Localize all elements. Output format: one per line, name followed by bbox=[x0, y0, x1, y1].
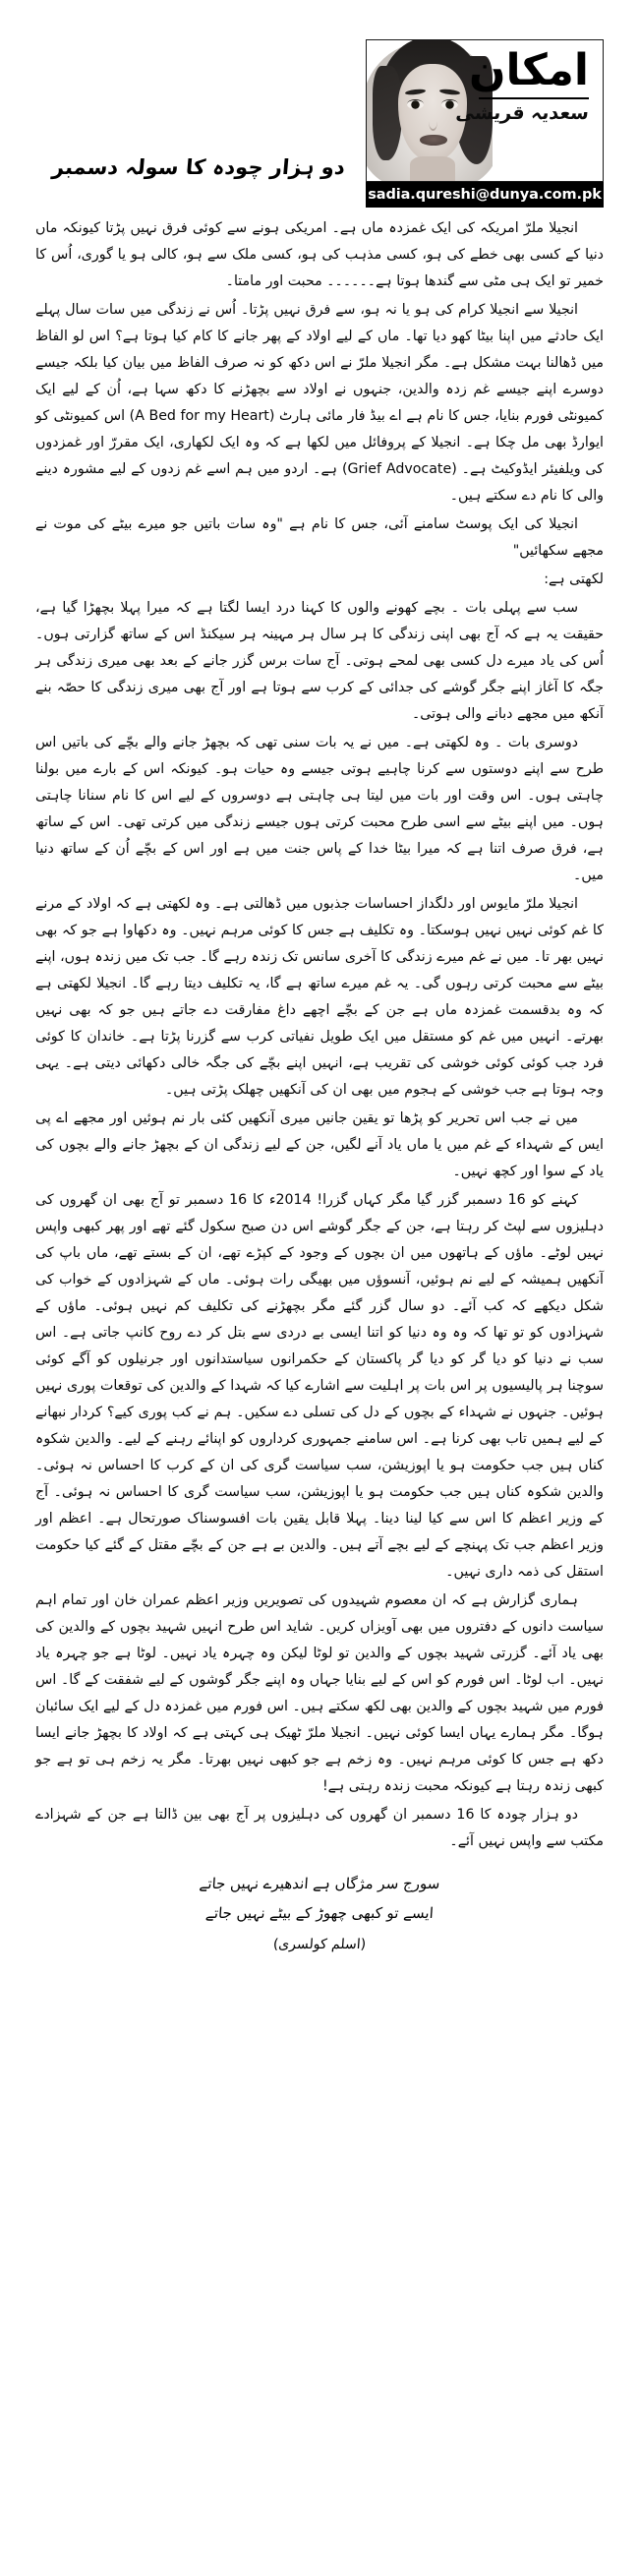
article-body bbox=[35, 215, 604, 1855]
author-email: sadia.qureshi@dunya.com.pk bbox=[368, 187, 602, 203]
verse-attribution: (اسلم کولسری) bbox=[272, 1937, 367, 1952]
portrait-nose bbox=[429, 111, 437, 131]
masthead-box bbox=[366, 39, 604, 182]
author-email-bar bbox=[366, 182, 604, 208]
article-paragraph bbox=[35, 297, 604, 509]
title-divider-rule bbox=[479, 97, 589, 99]
article-paragraph: ہماری گزارش ہے کہ ان معصوم شہیدوں کی تصویریں وزیر اعظم عمران خان اور تمام اہم سیاست دانوں کے دفتروں میں بھی آویزاں کریں۔ شاید اس طرح انہیں شہید بچوں کے والدین کی بھی یاد آئے۔ گزرتی شہید بچوں کے والدین تو لوٹا لیکن وہ چہرہ یاد نہیں۔ لوٹا ہے جو چہرہ یاد نہیں۔ اب لوٹا۔ اس فورم کو اس کے لیے بنایا جہاں وہ اپنے جگر گوشوں کے لیے شفقت کے گا۔ اس فورم میں شہید بچوں کے والدین بھی لکھ سکتے ہیں۔ اس فورم میں غمزدہ دل کے لیے ایک سائبان ہوگا۔ مگر ہمارے یہاں ایسا کوئی نہیں۔ انجیلا ملرّ ٹھیک ہی کہتی ہے کہ اولاد کا بچھڑ جانے ایسا دکھ ہے جس کا کوئی مرہم نہیں۔ وہ زخم ہے جو کبھی نہیں بھرتا۔ مگر یہ زخم ہی تو ہے جو کبھی زندہ رہتا ہے کیونکہ محبت زندہ رہتی ہے! bbox=[35, 1592, 604, 1794]
portrait-eye-right bbox=[441, 99, 458, 109]
article-paragraph: انجیلا ملرّ امریکہ کی ایک غمزدہ ماں ہے۔ امریکی ہونے سے کوئی فرق نہیں پڑتا کیونکہ ماں دنیا کے کسی بھی خطے کی ہو، کسی مذہب کی ہو، کسی ملک سے ہو، کالی ہو یا گوری، اُس کا خمیر تو ایک ہی مٹی سے گندھا ہوتا ہے۔۔۔۔۔۔ محبت اور مامتا۔ bbox=[35, 220, 604, 289]
author-name: سعدیہ قریشی bbox=[454, 102, 591, 125]
masthead-title-group bbox=[454, 45, 591, 125]
article-paragraph-lede: لکھتی ہے: bbox=[544, 571, 604, 587]
column-title: امکان bbox=[469, 45, 589, 95]
column-masthead bbox=[35, 39, 604, 211]
article-paragraph: دوسری بات ۔ وہ لکھتی ہے۔ میں نے یہ بات سنی تھی کہ بچھڑ جانے والے بچّے کی باتیں اس طرح سے اپنے دوستوں سے کرنا چاہیے ہوتی جیسے وہ حیات ہو۔ کیونکہ اس کے بارے میں بولنا چاہتی ہوں۔ اس وقت اور بات میں لیتا ہی چاہتی ہے دوسروں کے لیے اس کا نام سنانا چاہتی ہوں۔ میں اپنے بیٹے سے اسی طرح محبت کرتی ہوں جیسے زندگی میں کرتی تھی۔ اس کے ساتھ ہے، فرق صرف اتنا ہے کہ میرا بیٹا خدا کے پاس جنت میں ہے اور اس کے بچّے اُن کے ساتھ دنیا میں۔ bbox=[35, 735, 604, 883]
paragraph-text-part: انجیلا سے انجیلا کرام کی ہو یا نہ ہو، سے فرق نہیں پڑتا۔ اُس نے زندگی میں سات سال پہلے ایک حادثے میں اپنا بیٹا کھو دیا تھا۔ ماں کے لیے اولاد کے پھر جانے کا کام کیا ہوتا ہے؟ اس لو الفاظ میں ڈھالنا بہت مشکل ہے۔ مگر انجیلا ملرّ نے اس دکھ کو نہ صرف الفاظ میں بیان کیا بلکہ جیسے دوسرے اپنے جیسے غم زدہ والدین، جنہوں نے اولاد سے بچھڑنے کا دکھ سہا ہے، اُن کے لیے ایک کمیونٹی فورم بنایا، جس کا نام ہے اے بیڈ فار مائی ہارٹ (A Bed for my Heart) اس کمیونٹی کو ایوارڈ بھی مل چکا ہے۔ انجیلا کے پروفائل میں لکھا ہے کہ وہ ایک لکھاری، ایک مقررّ اور غمزدوں کی ویلفیئر ایڈوکیٹ ہے۔ (Grief Advocate) ہے۔ اردو میں ہم اسے غم زدوں کے لیے مشورہ دینے والی کا نام دے سکتے ہیں۔ bbox=[35, 302, 605, 504]
portrait-lips bbox=[420, 135, 447, 146]
newspaper-column-page bbox=[0, 39, 639, 2576]
article-paragraph: سب سے پہلی بات ۔ بچے کھونے والوں کا کہنا درد ایسا لگتا ہے کہ میرا پہلا بچھڑا گیا ہے، حقیقت یہ ہے کہ آج بھی اپنی زندگی کا ہر سال ہر مہینہ ہر سیکنڈ اس کے ساتھ گزارتی ہوں۔ اُس کی یاد میرے دل کسی بھی لمحے ہوتی۔ آج سات برس گزر جانے کے بعد بھی میری زندگی ہر جگہ کا آغاز اپنے جگر گوشے کی جدائی کے کرب سے ہوتا ہے اور آج بھی میری زندگی کا حصّہ بنے آنکھ میں مجھے دبانے والی ہوتی۔ bbox=[35, 600, 604, 722]
article-paragraph: انجیلا ملرّ مایوس اور دلگداز احساسات جذبوں میں ڈھالتی ہے۔ وہ لکھتی ہے کہ اولاد کے مرنے کا غم کوئی نہیں نہیں ہوسکتا۔ وہ تکلیف ہے جس کا کوئی مرہم نہیں۔ وہ دکھاوا ہے جو کہ بھی نہیں بھر تا۔ میں نے غم میرے زندگی کا آخری سانس تک زندہ رہے گا۔ جب تک میں زندہ ہوں، اپنے بیٹے سے محبت کرتی رہوں گی۔ یہ غم میرے ساتھ ہے گا، یہ تکلیف دیتا رہے گا۔ انجیلا لکھتی ہے کہ وہ بدقسمت غمزدہ ماں ہے جن کے بچّے اچھے داغ مفارقت دے جاتے ہیں جو کہ بھی نہیں بھرتے۔ انہیں میں غم کو مستقل میں ایک طویل نفیاتی کرب سے گزرنا پڑتا ہے۔ خاندان کا کوئی فرد جب کوئی کوئی خوشی کی تقریب ہے، انہیں اپنے بچّے کی جگہ خالی دکھائی دیتی ہے۔ یہی وجہ ہوتا ہے جب خوشی کے ہجوم میں بھی ان کی آنکھیں چھلک پڑتی ہیں۔ bbox=[35, 896, 604, 1098]
article-paragraph: کہنے کو 16 دسمبر گزر گیا مگر کہاں گزرا! 2014ء کا 16 دسمبر تو آج بھی ان گھروں کی دہلیزوں سے لپٹ کر رہتا ہے، جن کے جگر گوشے اس دن صبح سکول گئے تھے اور پھر کبھی واپس نہیں لوٹے۔ ماؤں کے ہاتھوں میں ان بچوں کے وجود کے کپڑے تھے، ان کے بستے تھے، ماں باپ کی آنکھیں ہمیشہ کے لیے نم ہوئیں، آنسوؤں میں بھیگی رات ہوئی۔ ماں کے شہزادوں کے خواب کی شکل دیکھے کہ کب آئے۔ دو سال گزر گئے مگر بچھڑنے کی تکلیف کم نہیں ہوئی۔ ماؤں کے شہزادوں کو تو تھا کہ وہ وہ دنیا کو اتنا ایسی بے دردی سے بتل کر دے روح کانپ جاتی ہے۔ اس سب نے دنیا کو دیا گر کو دیا گر پاکستان کے حکمرانوں سیاستدانوں اور جرنیلوں کو آگے کوئی سوچنا ہر پالیسیوں پر اس بات پر اہلیت سے اشارے کیا کہ شہدا کے والدین کی توقعات پوری نہیں ہوئیں۔ جنہوں نے شہداء کے بچوں کے دل کی تسلی دے سکیں۔ ہم نے کب پوری کیے؟ کردار نبھانے کے لیے ہمیں تاب بھی کرنا ہے۔ اس سامنے جمہوری کرداروں کو اپنائے رہنے کے لیے۔ والدین شکوہ کناں ہیں جب حکومت ہو یا اپوزیشن، سب سیاست گری کی ان کے کرب کا احساس نہ ہوئی۔ والدین شکوہ کناں ہیں جب حکومت ہو یا اپوزیشن، سب سیاست گری کا احساس نہ ہوئی۔ آج کے وزیر اعظم کا اس سے کیا لینا دینا۔ پہلا قابل یقین بات افسوسناک صورتحال ہے۔ اعظم اور وزیر اعظم جب تک پہنچے کے لیے بچے آتے ہیں۔ والدین بے ہے جن کے بچّے مقتل کے گئے کیا حکومت استقل کی ذمہ داری نہیں۔ bbox=[35, 1192, 604, 1580]
portrait-neck bbox=[410, 156, 455, 182]
closing-verse bbox=[35, 1869, 604, 1959]
article-paragraph: انجیلا کی ایک پوسٹ سامنے آئی، جس کا نام ہے "وہ سات باتیں جو میرے بیٹے کی موت نے مجھے سکھائیں" bbox=[35, 516, 604, 559]
article-headline: دو ہزار چودہ کا سولہ دسمبر bbox=[51, 155, 346, 179]
article-paragraph-closing: دو ہزار چودہ کا 16 دسمبر ان گھروں کی دہلیزوں پر آج بھی بین ڈالتا ہے جن کے شہزادے مکتب سے واپس نہیں آئے۔ bbox=[35, 1807, 604, 1849]
article-paragraph: میں نے جب اس تحریر کو پڑھا تو یقین جانیں میری آنکھیں کئی بار نم ہوئیں اور مجھے اے پی ایس کے شہداء کے غم میں یا ماں یاد آنے لگیں، جن کے لیے زندگی ان کے بچھڑ جانے والے بچوں کی یاد کے سوا اور کچھ نہیں۔ bbox=[35, 1110, 604, 1179]
verse-line-2: ایسے تو کبھی چھوڑ کے بیٹے نہیں جاتے bbox=[204, 1904, 435, 1922]
verse-line-1: سورج سر مژگاں ہے اندھیرے نہیں جاتے bbox=[198, 1875, 441, 1892]
portrait-eye-left bbox=[407, 99, 424, 109]
